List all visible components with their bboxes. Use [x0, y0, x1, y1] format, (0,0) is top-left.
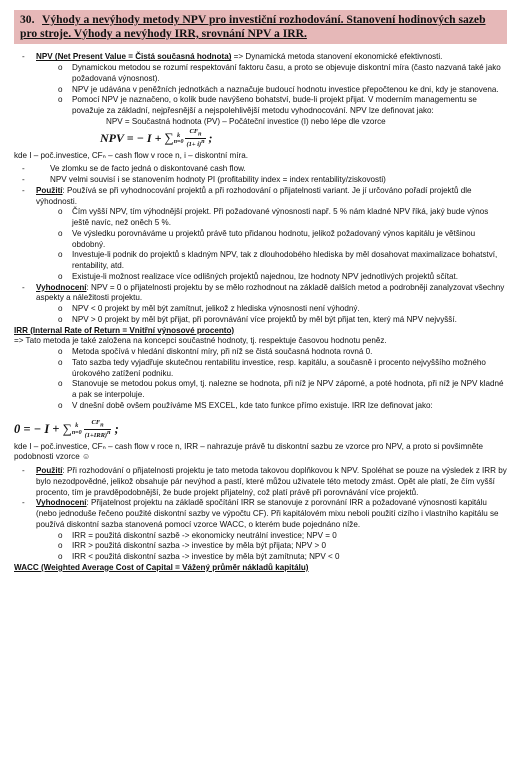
bullet-o: o	[58, 207, 63, 217]
formula-fraction	[84, 420, 112, 440]
bullet-o: o	[58, 552, 63, 562]
npv-use-row	[14, 186, 507, 208]
irr-eval-text: : Přijatelnost projektu na základě spočítání IRR se stanovuje z porovnání IRR a požadované výnosnosti kapitálu (nebo jednoduše řečeno použité diskontní sazby ve výpočtu CF). Při kapitálovém mixu neboli použití cizího i vlastního kapitálu se používá diskontní sazba stanovená pomocí vzorce WACC, o kterém bude pojednáno níže.	[36, 498, 499, 529]
formula-end: ;	[205, 130, 213, 145]
irr-formula	[14, 420, 507, 440]
sum-symbol: ∑	[62, 420, 72, 436]
npv-legend: kde I – poč.investice, CFₙ – cash flow v roce n, i – diskontní míra.	[14, 150, 248, 160]
list-item	[14, 207, 507, 229]
formula-lhs: 0	[14, 421, 21, 436]
frac-den: (1+ i)	[186, 140, 202, 148]
formula-lhs: NPV	[100, 130, 124, 145]
dash-bullet: -	[22, 52, 25, 62]
section-number: 30.	[20, 13, 35, 26]
irr-eval-row	[14, 498, 507, 530]
sum-upper: k	[75, 423, 79, 430]
list-item-text: IRR = použitá diskontní sazbě -> ekonomicky neutrální investice; NPV = 0	[72, 530, 337, 540]
list-item-text: Existuje-li možnost realizace více odlišných projektů najednou, lze hodnoty NPV jednotlivých projektů sčítat.	[72, 271, 458, 281]
dash-bullet: -	[22, 164, 25, 174]
irr-legend: kde I – poč.investice, CFₙ – cash flow v roce n, IRR – nahrazuje právě tu diskontní sazbu ze vzorce pro NPV, a proto si povšimněte podobnosti vzorce ☺	[14, 441, 483, 462]
dash-bullet: -	[22, 175, 25, 185]
list-item-text: Metoda spočívá v hledání diskontní míry, při níž se čistá současná hodnota rovná 0.	[72, 347, 373, 357]
bullet-o: o	[58, 314, 63, 324]
irr-use-row	[14, 466, 507, 498]
bullet-o: o	[58, 357, 63, 367]
frac-den-sup: n	[201, 138, 205, 145]
list-item-text: NPV < 0 projekt by měl být zamítnut, jelikož z hlediska výnosnosti není výhodný.	[72, 304, 360, 314]
section-title	[14, 10, 507, 44]
list-item-text: NPV > 0 projekt by měl být přijat, při porovnávání více projektů by měl být přijat ten, který má NPV nejvyšší.	[72, 314, 457, 324]
list-item-text: Tato sazba tedy vyjadřuje skutečnou rentabilitu investice, resp. kapitálu, a současně i procento nejvyššího možného úrokového zatížení podniku.	[72, 357, 486, 378]
bullet-o: o	[58, 347, 63, 357]
formula-end: ;	[111, 421, 119, 436]
list-item	[14, 347, 507, 358]
sum-limits	[174, 133, 184, 146]
frac-num-sub: n	[198, 131, 202, 138]
bullet-o: o	[58, 541, 63, 551]
dash-bullet: -	[22, 185, 25, 195]
list-item	[14, 401, 507, 412]
section-title-text: Výhody a nevýhody metody NPV pro investiční rozhodování. Stanovení hodinových sazeb pro stroje. Výhody a nevýhody IRR, srovnání NPV a IRR.	[20, 13, 486, 40]
list-item-text: Dynamickou metodou se rozumí respektování faktoru času, a proto se objevuje diskontní míra (často nazvaná také jako požadovaná výnosnost).	[72, 63, 501, 83]
note-text: Ve zlomku se de facto jedná o diskontované cash flow.	[50, 164, 246, 174]
dash-bullet: -	[22, 498, 25, 508]
bullet-o: o	[58, 379, 63, 389]
list-item-text: NPV je udávána v peněžních jednotkách a naznačuje budoucí hodnotu investice přepočtenou ke dni, kdy je stanovena.	[72, 84, 499, 94]
list-item	[14, 272, 507, 283]
sum-upper: k	[177, 132, 181, 139]
list-item	[14, 552, 507, 563]
frac-num: CF	[189, 128, 199, 136]
bullet-o: o	[58, 228, 63, 238]
list-item-text: Čím vyšší NPV, tím výhodnější projekt. Při požadované výnosnosti např. 5 % nám kladné NPV říká, jaký bude výnos ještě navíc, než oněch 5 %.	[72, 207, 489, 228]
irr-use-label: Použití	[36, 466, 63, 476]
npv-eval-text: : NPV = 0 o přijatelnosti projektu by se mělo rozhodnout na základě dalších metod a podrobněji zanalyzovat všechny aspekty a náležitosti projektu.	[36, 282, 505, 303]
bullet-o: o	[58, 530, 63, 540]
npv-formula-text: NPV = Součastná hodnota (PV) – Počáteční investice (I) nebo lépe dle vzorce	[106, 116, 386, 126]
list-item	[14, 95, 507, 117]
npv-eval-row	[14, 283, 507, 305]
sum-limits	[72, 423, 82, 436]
list-item-text: Investuje-li podnik do projektů s kladným NPV, tak z dlouhodobého hlediska by měl dosahovat maximalizace bohatství, rentability, atd.	[72, 250, 498, 271]
list-item	[14, 304, 507, 315]
bullet-o: o	[58, 250, 63, 260]
npv-formula	[14, 129, 507, 149]
wacc-heading: WACC (Weighted Average Cost of Capital = Vážený průměr nákladů kapitálu)	[14, 562, 309, 572]
bullet-o: o	[58, 304, 63, 314]
npv-heading: NPV (Net Present Value = Čistá současná hodnota)	[36, 52, 232, 62]
list-item-text: IRR > použitá diskontní sazba -> investice by měla být přijata; NPV > 0	[72, 541, 326, 551]
npv-use-text: : Používá se při vyhodnocování projektů a při rozhodování o přijatelnosti variant. Je jí určováno pořadí projektů dle výhodnosti.	[36, 185, 472, 206]
sum-lower: n=0	[173, 138, 184, 145]
frac-den: (1+IRR)	[84, 431, 108, 439]
dash-bullet: -	[22, 466, 25, 476]
list-item-text: Stanovuje se metodou pokus omyl, tj. nalezne se hodnota, při níž je NPV záporné, a poté hodnota, při níž je NPV kladné a pak se interpoluje.	[72, 379, 504, 400]
list-item-text: IRR < použitá diskontní sazba -> investice by měla být zamítnuta; NPV < 0	[72, 552, 340, 562]
list-item-text: Pomocí NPV je naznačeno, o kolik bude navýšeno bohatství, bude-li projekt přijat. V moderním managementu se považuje za základní, nejpřesnější a nejspolehlivější metodu vyhodnocování. NPV lze definovat jako:	[72, 95, 477, 116]
npv-heading-rest: => Dynamická metoda stanovení ekonomické efektivnosti.	[231, 52, 443, 62]
list-item-text: Ve výsledku porovnáváme u projektů právě tuto přidanou hodnotu, jelikož požadovaný výnos kapitálu je většinou obdobný.	[72, 228, 476, 249]
list-item	[14, 315, 507, 326]
note-item	[14, 164, 507, 175]
frac-den-sup: n	[107, 429, 111, 436]
list-item	[14, 229, 507, 251]
npv-eval-label: Vyhodnocení	[36, 282, 87, 292]
bullet-o: o	[58, 95, 63, 105]
note-item	[14, 175, 507, 186]
irr-heading: IRR (Internal Rate of Return = Vnitřní výnosové procento)	[14, 325, 235, 335]
list-item	[14, 379, 507, 401]
irr-eval-label: Vyhodnocení	[36, 498, 87, 508]
bullet-o: o	[58, 84, 63, 94]
list-item	[14, 63, 507, 85]
formula-fraction	[185, 129, 205, 149]
bullet-o: o	[58, 400, 63, 410]
frac-num: CF	[91, 418, 101, 426]
irr-use-text: : Při rozhodování o přijatelnosti projektu je tato metoda takovou doplňkovou k NPV. Spoléhat se pouze na výsledek z IRR by bylo nezodpovědné, jelikož obsahuje pár nevýhod a pastí, které můžou uživatele této metody zmást. Opět ale platí, že čím vyšší procento, tím je pravděpodobnější, že bude projekt přijatelný, což platí právě při porovnávání více projektů.	[36, 466, 507, 497]
list-item	[14, 531, 507, 542]
frac-num-sub: n	[100, 422, 104, 429]
formula-mid: = − I +	[20, 421, 63, 436]
list-item	[14, 250, 507, 272]
list-item-text: V dnešní době ovšem používáme MS EXCEL, kde tato funkce přímo existuje. IRR lze definovat jako:	[72, 400, 433, 410]
dash-bullet: -	[22, 282, 25, 292]
note-text: NPV velmi souvisí i se stanovením hodnoty PI (profitability index = index rentability/ziskovosti)	[50, 175, 386, 185]
list-item	[14, 541, 507, 552]
list-item	[14, 358, 507, 380]
sum-symbol: ∑	[164, 129, 174, 145]
sum-lower: n=0	[71, 429, 82, 436]
bullet-o: o	[58, 271, 63, 281]
npv-use-label: Použití	[36, 185, 63, 195]
bullet-o: o	[58, 63, 63, 73]
irr-intro: => Tato metoda je také založena na koncepci součastné hodnoty, tj. respektuje časovou hodnotu peněz.	[14, 336, 387, 346]
formula-mid: = − I +	[123, 130, 165, 145]
list-item	[14, 85, 507, 96]
npv-heading-row	[14, 52, 507, 63]
